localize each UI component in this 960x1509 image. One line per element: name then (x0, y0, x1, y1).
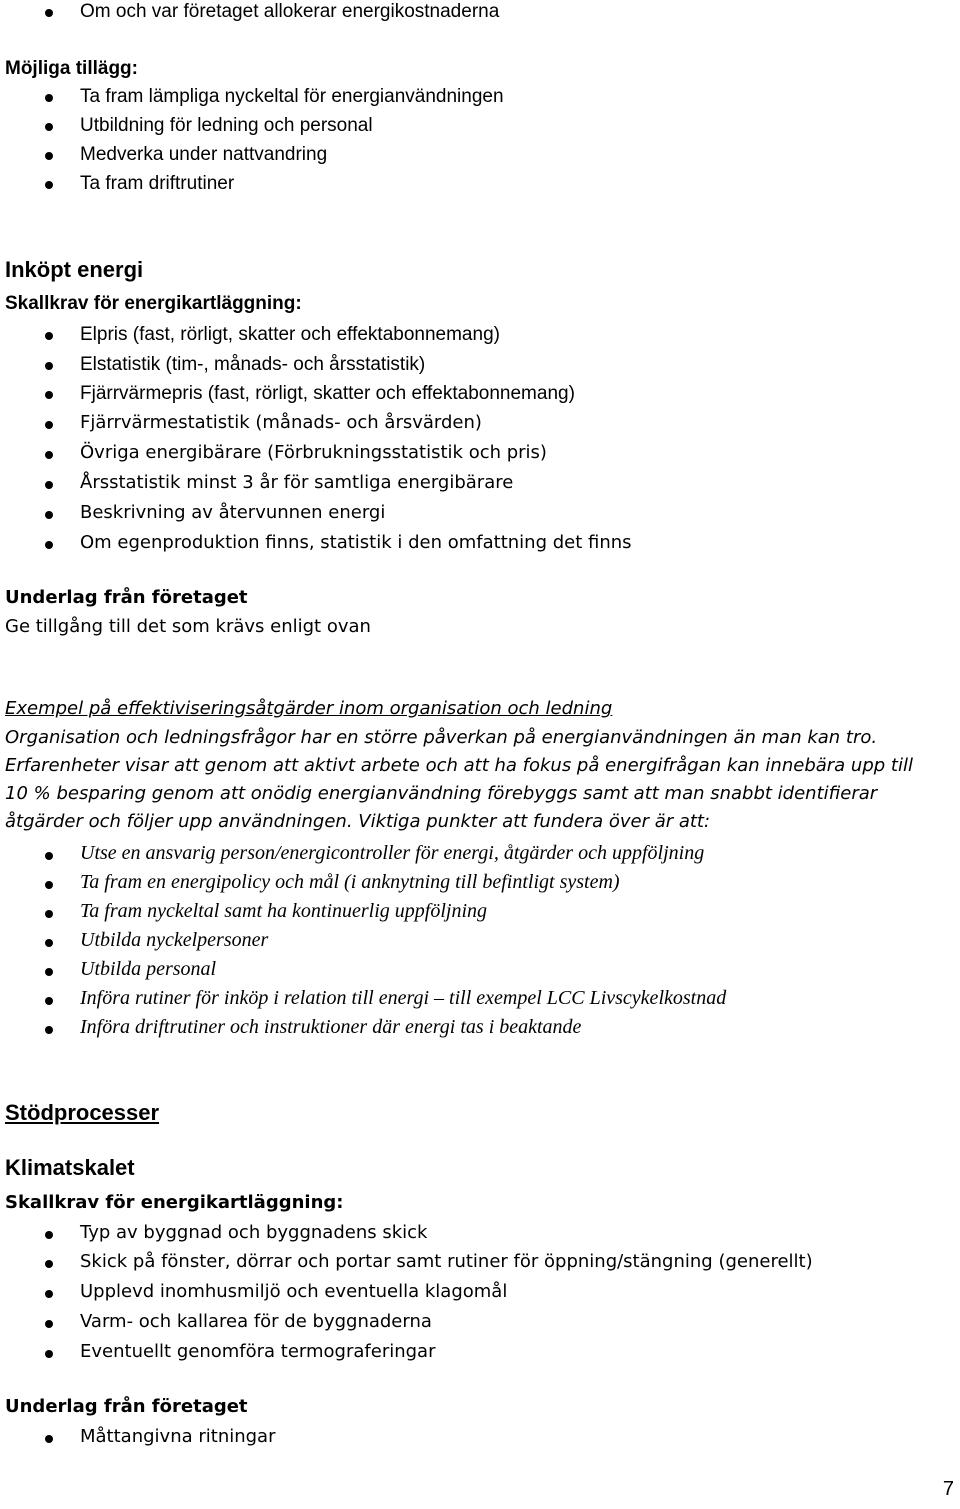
list-item: Utse en ansvarig person/energicontroller för energi, åtgärder och uppföljning (80, 842, 705, 864)
list-bullet (45, 1320, 53, 1328)
list-bullet (45, 881, 53, 889)
list-bullet (45, 511, 53, 519)
list-item: Utbilda personal (80, 958, 217, 980)
list-item: Medverka under nattvandring (80, 144, 328, 165)
list-item: Beskrivning av återvunnen energi (80, 502, 386, 523)
list-item: Elpris (fast, rörligt, skatter och effektabonnemang) (80, 324, 500, 345)
list-item: Måttangivna ritningar (80, 1426, 276, 1447)
list-item: Typ av byggnad och byggnadens skick (80, 1222, 428, 1243)
heading-requirements: Skallkrav för energikartläggning: (5, 293, 302, 314)
basis-text: Ge tillgång till det som krävs enligt ovan (5, 616, 371, 637)
list-item: Utbilda nyckelpersoner (80, 929, 269, 951)
section-title-support-processes: Stödprocesser (5, 1100, 160, 1125)
list-bullet (45, 1350, 53, 1358)
paragraph-line: Erfarenheter visar att genom att aktivt arbete och att ha fokus på energifrågan kan innebära upp till (5, 755, 913, 776)
list-bullet (45, 421, 53, 429)
list-item: Ta fram driftrutiner (80, 173, 235, 194)
list-bullet (45, 939, 53, 947)
list-item: Ta fram lämpliga nyckeltal för energianvändningen (80, 86, 504, 107)
list-item: Årsstatistik minst 3 år för samtliga energibärare (80, 472, 514, 493)
section-title-purchased-energy: Inköpt energi (5, 257, 144, 282)
list-item-allocation: Om och var företaget allokerar energikostnaderna (80, 1, 500, 22)
list-item: Om egenproduktion finns, statistik i den omfattning det finns (80, 532, 632, 553)
list-bullet (45, 9, 53, 17)
page-number: 7 (942, 1478, 954, 1500)
heading-requirements: Skallkrav för energikartläggning: (5, 1192, 344, 1213)
paragraph-line: åtgärder och följer upp användningen. Viktiga punkter att fundera över är att: (5, 811, 711, 832)
list-bullet (45, 541, 53, 549)
list-item: Skick på fönster, dörrar och portar samt rutiner för öppning/stängning (generellt) (80, 1251, 813, 1272)
list-bullet (45, 1435, 53, 1443)
list-bullet (45, 181, 53, 189)
list-bullet (45, 152, 53, 160)
list-bullet (45, 910, 53, 918)
list-item: Övriga energibärare (Förbrukningsstatistik och pris) (80, 442, 547, 463)
list-item: Införa driftrutiner och instruktioner där energi tas i beaktande (80, 1016, 582, 1038)
list-bullet (45, 391, 53, 399)
list-bullet (45, 1260, 53, 1268)
list-item: Fjärrvärmestatistik (månads- och årsvärden) (80, 412, 482, 433)
heading-company-basis: Underlag från företaget (5, 587, 248, 608)
list-bullet (45, 123, 53, 131)
list-bullet (45, 481, 53, 489)
list-item: Utbildning för ledning och personal (80, 115, 373, 136)
list-bullet (45, 1231, 53, 1239)
list-bullet (45, 1026, 53, 1034)
list-item: Införa rutiner för inköp i relation till energi – till exempel LCC Livscykelkostnad (80, 987, 727, 1009)
paragraph-line: 10 % besparing genom att onödig energianvändning förebyggs samt att man snabbt identifierar (5, 783, 878, 804)
heading-optional-additions: Möjliga tillägg: (5, 58, 138, 79)
list-bullet (45, 332, 53, 340)
list-item: Fjärrvärmepris (fast, rörligt, skatter och effektabonnemang) (80, 383, 575, 404)
list-bullet (45, 1290, 53, 1298)
list-bullet (45, 997, 53, 1005)
list-item: Ta fram en energipolicy och mål (i anknytning till befintligt system) (80, 871, 620, 893)
list-item: Eventuellt genomföra termograferingar (80, 1341, 436, 1362)
list-item: Ta fram nyckeltal samt ha kontinuerlig uppföljning (80, 900, 488, 922)
heading-company-basis: Underlag från företaget (5, 1396, 248, 1417)
list-item: Upplevd inomhusmiljö och eventuella klagomål (80, 1281, 508, 1302)
list-bullet (45, 94, 53, 102)
list-bullet (45, 362, 53, 370)
section-subtitle-climate-shell: Klimatskalet (5, 1155, 135, 1180)
list-bullet (45, 968, 53, 976)
paragraph-line: Organisation och ledningsfrågor har en större påverkan på energianvändningen än man kan tro. (5, 727, 878, 748)
list-item: Elstatistik (tim-, månads- och årsstatistik) (80, 354, 426, 375)
example-heading: Exempel på effektiviseringsåtgärder inom organisation och ledning (5, 698, 613, 719)
list-item: Varm- och kallarea för de byggnaderna (80, 1311, 432, 1332)
list-bullet (45, 852, 53, 860)
list-bullet (45, 451, 53, 459)
